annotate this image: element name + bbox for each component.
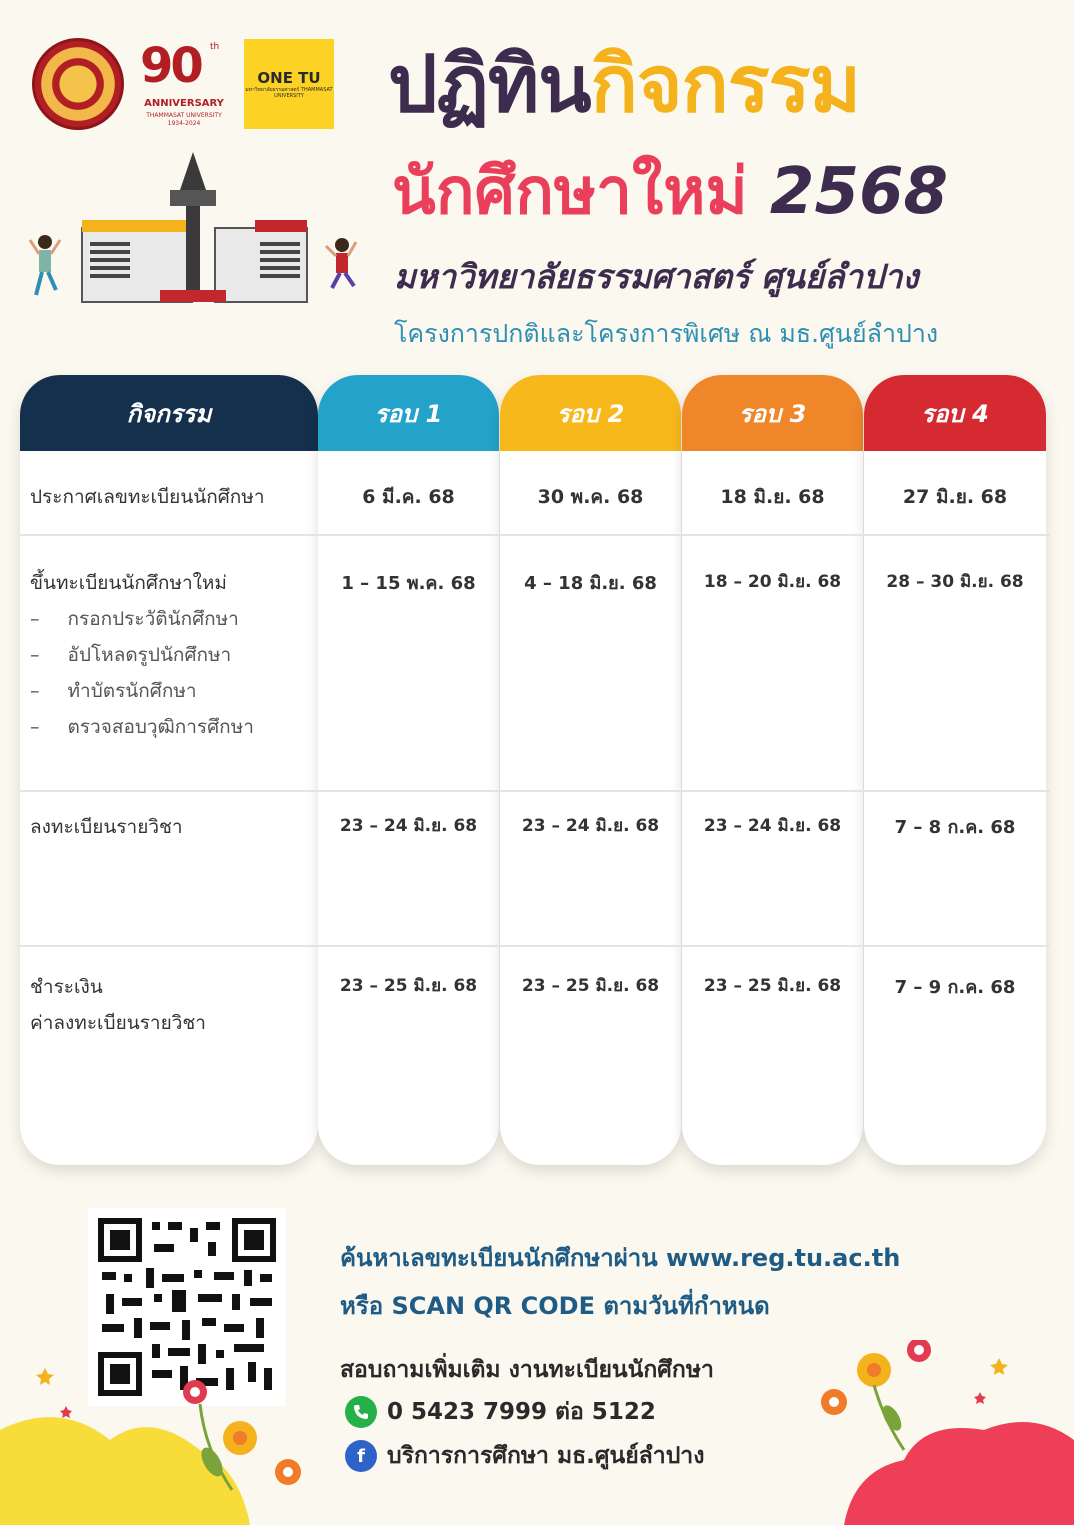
table-cell: 6 มี.ค. 68 (362, 486, 455, 508)
facebook-icon: f (345, 1440, 377, 1472)
subtitle-year: 2568 (769, 155, 949, 229)
table-cell: 23 – 25 มิ.ย. 68 (703, 976, 842, 996)
table-cell: 4 – 18 มิ.ย. 68 (524, 573, 657, 594)
anniversary-years: 1934-2024 (167, 120, 201, 127)
sub-item (30, 604, 239, 634)
table-cell: 1 – 15 พ.ค. 68 (341, 573, 476, 594)
scan-info: หรือ SCAN QR CODE ตามวันที่กำหนด (340, 1292, 770, 1320)
header-activity: กิจกรรม (20, 375, 318, 451)
table-cell: 23 – 25 มิ.ย. 68 (521, 976, 660, 996)
title-part2: กิจกรรม (590, 40, 860, 130)
activity-payment-line2: ค่าลงทะเบียนรายวิชา (30, 1012, 206, 1034)
bullet: – (30, 680, 40, 702)
facebook-page-name: บริการการศึกษา มธ.ศูนย์ลำปาง (387, 1443, 705, 1469)
anniversary-number: 90 (140, 38, 201, 94)
thammasat-seal-logo (32, 38, 124, 130)
phone-number: 0 5423 7999 ต่อ 5122 (387, 1399, 656, 1425)
onetu-sub: มหาวิทยาลัยธรรมศาสตร์ THAMMASAT UNIVERSITY (245, 87, 333, 99)
campus-building-illustration (20, 150, 365, 310)
page-subtitle (392, 155, 949, 229)
header-round-2: รอบ 2 (500, 375, 681, 451)
program-line: โครงการปกติและโครงการพิเศษ ณ มธ.ศูนย์ลำปาง (394, 319, 939, 348)
sub-item-text: อัปโหลดรูปนักศึกษา (67, 644, 232, 666)
table-cell: 23 – 24 มิ.ย. 68 (703, 816, 842, 836)
row-divider (20, 534, 1050, 536)
sub-item-text: กรอกประวัตินักศึกษา (67, 608, 239, 630)
table-cell: 23 – 24 มิ.ย. 68 (339, 816, 478, 836)
sub-item-text: ทำบัตรนักศึกษา (67, 680, 197, 702)
phone-contact[interactable] (345, 1394, 656, 1430)
university-name: มหาวิทยาลัยธรรมศาสตร์ ศูนย์ลำปาง (394, 257, 919, 296)
header-round-1: รอบ 1 (318, 375, 499, 451)
header-round-4: รอบ 4 (864, 375, 1046, 451)
row-divider (20, 790, 1050, 792)
phone-icon (345, 1396, 377, 1428)
bullet: – (30, 716, 40, 738)
facebook-contact[interactable] (345, 1438, 704, 1474)
table-cell: 18 มิ.ย. 68 (720, 486, 825, 508)
row-divider (20, 945, 1050, 947)
table-cell: 23 – 24 มิ.ย. 68 (521, 816, 660, 836)
bullet: – (30, 644, 40, 666)
subtitle-part1: นักศึกษาใหม่ (392, 155, 748, 229)
activity-register: ขึ้นทะเบียนนักศึกษาใหม่ (30, 572, 227, 594)
anniversary-sub (136, 112, 232, 128)
search-info: ค้นหาเลขทะเบียนนักศึกษาผ่าน www.reg.tu.ac.th (340, 1244, 901, 1272)
activity-payment: ชำระเงิน (30, 976, 103, 998)
table-cell: 27 มิ.ย. 68 (902, 486, 1008, 508)
page-title (388, 40, 860, 130)
header-round-3: รอบ 3 (682, 375, 863, 451)
flower-decoration-left (0, 1340, 320, 1525)
sub-item (30, 640, 231, 670)
table-cell: 23 – 25 มิ.ย. 68 (339, 976, 478, 996)
table-cell: 30 พ.ค. 68 (537, 486, 644, 508)
logo-group (32, 38, 334, 130)
contact-title: สอบถามเพิ่มเติม งานทะเบียนนักศึกษา (340, 1357, 714, 1383)
sub-item (30, 676, 197, 706)
activity-course-registration: ลงทะเบียนรายวิชา (30, 816, 183, 838)
flower-decoration-right (814, 1340, 1074, 1525)
title-part1: ปฏิทิน (388, 40, 591, 130)
sub-item (30, 712, 254, 742)
table-cell: 7 – 8 ก.ค. 68 (894, 817, 1016, 838)
table-cell: 7 – 9 ก.ค. 68 (894, 977, 1016, 998)
table-cell: 28 – 30 มิ.ย. 68 (886, 572, 1024, 592)
onetu-logo (244, 39, 334, 129)
sub-item-text: ตรวจสอบวุฒิการศึกษา (67, 716, 254, 738)
activity-announce: ประกาศเลขทะเบียนนักศึกษา (30, 486, 265, 508)
anniversary-superscript: th (210, 42, 220, 52)
anniversary-logo (136, 38, 232, 130)
anniversary-university: THAMMASAT UNIVERSITY (146, 112, 222, 119)
onetu-main: ONE TU (257, 69, 321, 87)
anniversary-label: ANNIVERSARY (144, 98, 224, 109)
bullet: – (30, 608, 40, 630)
table-cell: 18 – 20 มิ.ย. 68 (703, 572, 842, 592)
